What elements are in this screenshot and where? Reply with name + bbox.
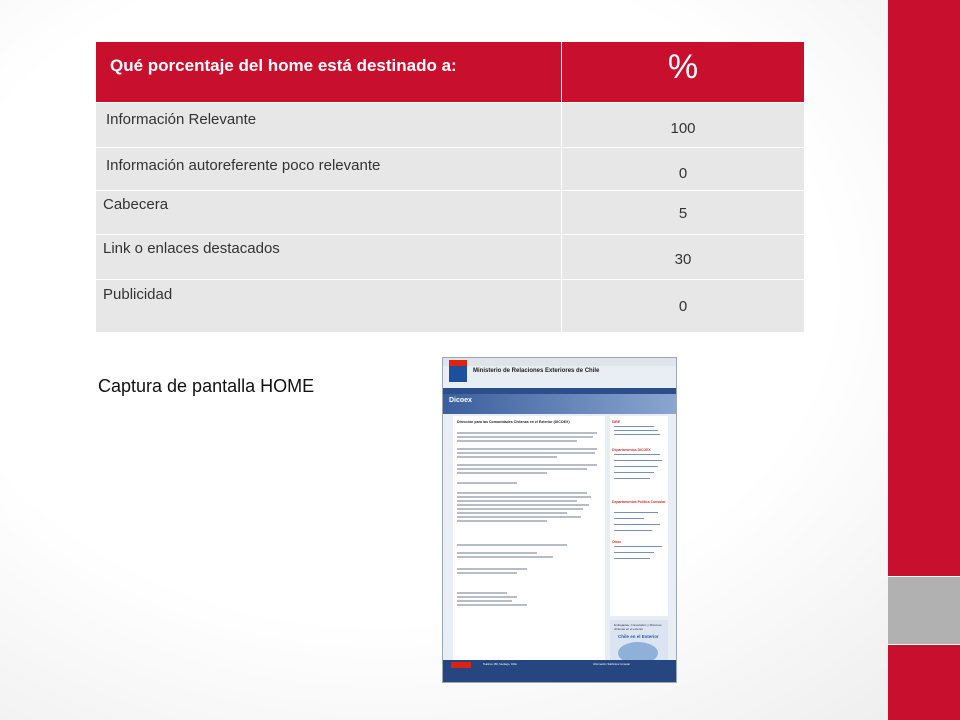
thumb-map-caption: Embajadas, Consulados y Misiones chilenas en el exterior (614, 623, 662, 631)
header-label: Qué porcentaje del home está destinado a: (96, 42, 562, 102)
chile-government-logo (449, 360, 467, 382)
thumb-section-title: Dicoex (449, 397, 472, 404)
thumb-side-heading: Otros (612, 540, 622, 544)
table-row (96, 148, 804, 191)
thumb-side-heading: DIRE (612, 420, 621, 424)
thumb-side-heading: Departamentos Política Consular (612, 500, 666, 504)
thumb-map-title: Chile en el Exterior (618, 634, 659, 639)
row-label: Cabecera (96, 191, 562, 234)
row-value: 30 (674, 251, 692, 268)
thumb-content (453, 416, 605, 664)
home-screenshot-thumbnail (442, 357, 677, 683)
footer-flag-icon (451, 662, 471, 668)
thumb-footer-info: Información Teléfonica Consular (593, 663, 631, 666)
thumb-footer (443, 660, 676, 683)
header-percent: % (667, 48, 699, 86)
row-value: 100 (670, 120, 696, 137)
table-row (96, 191, 804, 235)
thumb-content-title: Dirección para las Comunidades Chilenas en el Exterior (DICOEX) (457, 420, 570, 424)
thumb-sidebar (610, 416, 668, 616)
thumb-top-links (443, 358, 676, 366)
thumb-side-heading: Departamentos DICOEX (612, 448, 651, 452)
percentage-table (96, 42, 804, 332)
row-label: Información autoreferente poco relevante (96, 148, 562, 190)
row-label: Publicidad (96, 280, 562, 332)
table-row (96, 103, 804, 148)
table-header-row (96, 42, 804, 103)
row-value: 0 (678, 298, 688, 315)
row-value: 0 (678, 165, 688, 182)
row-label: Link o enlaces destacados (96, 235, 562, 279)
side-band-grey (888, 577, 960, 645)
table-row (96, 280, 804, 332)
thumb-footer-text: Teatinos 180, Santiago, Chile (483, 663, 517, 666)
row-label: Información Relevante (96, 103, 562, 147)
table-row (96, 235, 804, 280)
side-band-red-top (888, 0, 960, 577)
row-value: 5 (678, 205, 688, 222)
thumb-ministry-title: Ministerio de Relaciones Exteriores de Chile (473, 368, 600, 374)
side-band-red-bottom (888, 645, 960, 720)
screenshot-caption: Captura de pantalla HOME (98, 376, 315, 396)
thumb-banner (443, 394, 676, 414)
